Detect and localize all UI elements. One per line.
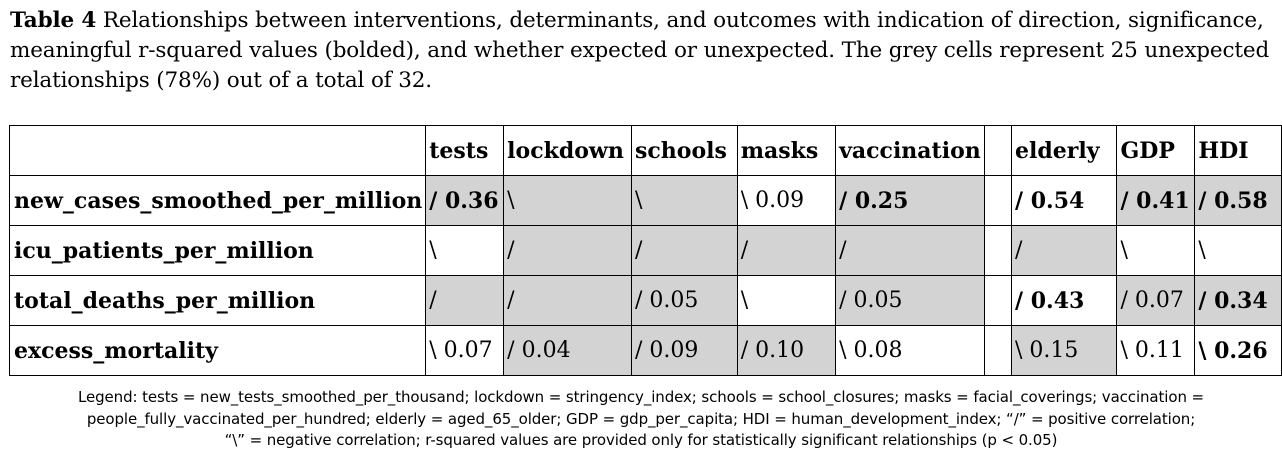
header-row	[10, 126, 1282, 176]
legend-line: Legend: tests = new_tests_smoothed_per_thousand; lockdown = stringency_index; schools = school_closures; masks = facial_coverings; vaccination =	[78, 388, 1204, 406]
table-cell: / 0.54	[1012, 176, 1117, 226]
table-cell: \	[426, 226, 504, 276]
row-label: total_deaths_per_million	[10, 276, 426, 326]
table-row	[10, 226, 1282, 276]
table-caption	[10, 6, 1275, 96]
row-label: new_cases_smoothed_per_million	[10, 176, 426, 226]
table-cell: /	[504, 276, 632, 326]
table-cell: /	[1012, 226, 1117, 276]
table-cell: / 0.58	[1195, 176, 1282, 226]
table-cell: /	[504, 226, 632, 276]
column-header: tests	[426, 126, 504, 176]
table-cell: \	[1195, 226, 1282, 276]
table-cell: / 0.25	[836, 176, 985, 226]
table-cell: / 0.41	[1117, 176, 1195, 226]
table-cell: \	[632, 176, 738, 226]
corner-cell	[10, 126, 426, 176]
separator-column	[985, 126, 1012, 176]
table-cell: /	[836, 226, 985, 276]
table-cell: / 0.34	[1195, 276, 1282, 326]
table-row	[10, 326, 1282, 376]
row-label: excess_mortality	[10, 326, 426, 376]
table-cell: \ 0.09	[737, 176, 835, 226]
table-cell: \	[1117, 226, 1195, 276]
separator-cell	[985, 226, 1012, 276]
table-cell: \ 0.26	[1195, 326, 1282, 376]
table-cell: / 0.09	[632, 326, 738, 376]
table-cell: \ 0.08	[836, 326, 985, 376]
results-table	[9, 125, 1282, 376]
table-cell: /	[426, 276, 504, 326]
caption-text: Relationships between interventions, determinants, and outcomes with indication of direction, significance, meaningful r-squared values (bolded), and whether expected or unexpected. The grey cells represent 25 unexpected relationships (78%) out of a total of 32.	[10, 8, 1270, 93]
table-cell: / 0.04	[504, 326, 632, 376]
table-row	[10, 276, 1282, 326]
table-cell: \	[737, 276, 835, 326]
table-cell: /	[632, 226, 738, 276]
column-header: schools	[632, 126, 738, 176]
column-header: GDP	[1117, 126, 1195, 176]
column-header: vaccination	[836, 126, 985, 176]
table-row	[10, 176, 1282, 226]
table-cell: / 0.07	[1117, 276, 1195, 326]
table-cell: \	[504, 176, 632, 226]
table-cell: \ 0.11	[1117, 326, 1195, 376]
table-cell: /	[737, 226, 835, 276]
table-legend	[8, 387, 1274, 452]
table-cell: / 0.43	[1012, 276, 1117, 326]
table-number: Table 4	[10, 8, 97, 33]
column-header: HDI	[1195, 126, 1282, 176]
table-cell: / 0.10	[737, 326, 835, 376]
separator-cell	[985, 176, 1012, 226]
table-cell: \ 0.07	[426, 326, 504, 376]
table-cell: / 0.05	[836, 276, 985, 326]
column-header: lockdown	[504, 126, 632, 176]
separator-cell	[985, 276, 1012, 326]
table-cell: \ 0.15	[1012, 326, 1117, 376]
column-header: masks	[737, 126, 835, 176]
legend-line: “\” = negative correlation; r-squared values are provided only for statistically significant relationships (p < 0.05)	[224, 431, 1058, 449]
column-header: elderly	[1012, 126, 1117, 176]
table-cell: / 0.36	[426, 176, 504, 226]
row-label: icu_patients_per_million	[10, 226, 426, 276]
separator-cell	[985, 326, 1012, 376]
table-cell: / 0.05	[632, 276, 738, 326]
legend-line: people_fully_vaccinated_per_hundred; elderly = aged_65_older; GDP = gdp_per_capita; HDI = human_development_index; “/” = positive correlation;	[86, 409, 1196, 428]
